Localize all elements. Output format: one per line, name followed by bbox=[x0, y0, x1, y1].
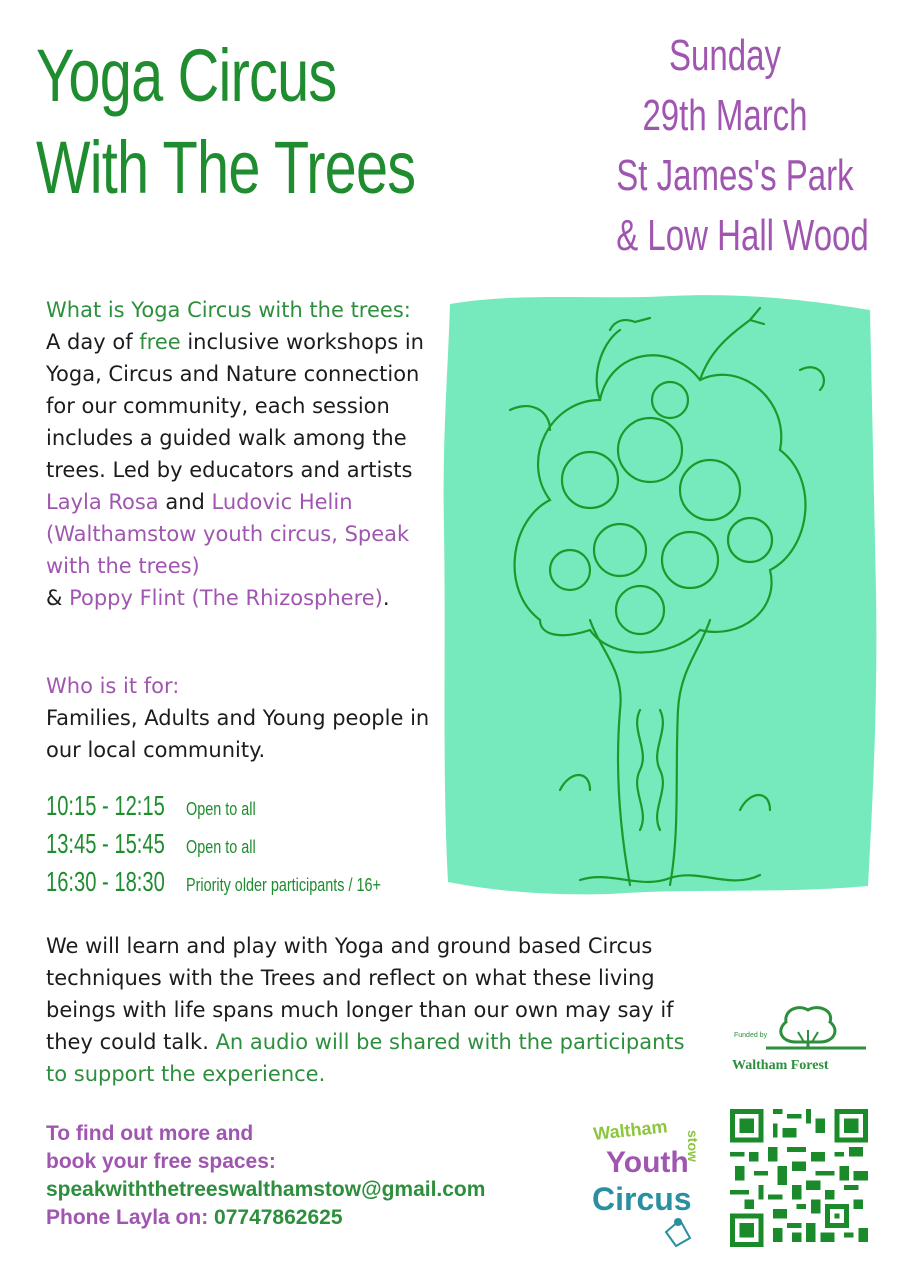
event-date: 29th March bbox=[642, 91, 808, 140]
tree-logo-icon bbox=[726, 1002, 876, 1058]
poster-title bbox=[36, 30, 556, 214]
event-place-1: St James's Park bbox=[616, 151, 854, 200]
svg-text:Circus: Circus bbox=[592, 1181, 692, 1217]
who-for-section bbox=[46, 670, 431, 766]
schedule-label: Open to all bbox=[186, 799, 256, 819]
schedule-label: Open to all bbox=[186, 837, 256, 857]
schedule-time: 10:15 - 12:15 bbox=[46, 790, 165, 821]
schedule-label: Priority older participants / 16+ bbox=[186, 875, 381, 895]
contact-block bbox=[46, 1120, 606, 1232]
artist-poppy: Poppy Flint (The Rhizosphere) bbox=[69, 586, 383, 610]
artist-layla: Layla Rosa bbox=[46, 490, 159, 514]
intro-text-2: inclusive workshops in Yoga, Circus and Nature connection for our community, each session includes a guided walk among the trees. Led by educators and artists bbox=[46, 330, 424, 482]
funder-name: Waltham Forest bbox=[732, 1058, 829, 1073]
schedule bbox=[46, 790, 466, 904]
intro-and: and bbox=[158, 490, 212, 514]
description-paragraph bbox=[46, 930, 706, 1090]
svg-text:stow: stow bbox=[685, 1130, 701, 1162]
contact-email[interactable]: speakwiththetreeswalthamstow@gmail.com bbox=[46, 1178, 486, 1201]
who-for-question: Who is it for: bbox=[46, 674, 180, 698]
event-place-2: & Low Hall Wood bbox=[616, 211, 869, 260]
title-line-1: Yoga Circus bbox=[36, 34, 337, 117]
who-for-answer: Families, Adults and Young people in our local community. bbox=[46, 706, 430, 762]
svg-text:Youth: Youth bbox=[606, 1146, 689, 1179]
schedule-row bbox=[46, 790, 466, 828]
intro-question: What is Yoga Circus with the trees: bbox=[46, 298, 411, 322]
walthamstow-youth-circus-logo bbox=[588, 1110, 708, 1250]
svg-text:Waltham: Waltham bbox=[592, 1116, 669, 1144]
intro-end: . bbox=[382, 586, 390, 610]
description-text: We will learn and play with Yoga and ground based Circus techniques with the Trees and reflect on what these living beings with life spans much longer than our own may say if they could talk. bbox=[46, 934, 674, 1054]
contact-line-2: book your free spaces: bbox=[46, 1150, 276, 1173]
schedule-time: 13:45 - 15:45 bbox=[46, 828, 165, 859]
event-day: Sunday bbox=[669, 31, 781, 80]
schedule-time: 16:30 - 18:30 bbox=[46, 866, 165, 897]
qr-code[interactable] bbox=[730, 1108, 868, 1248]
phone-label: Phone Layla on: bbox=[46, 1206, 215, 1229]
intro-amp: & bbox=[46, 586, 70, 610]
contact-line-1: To find out more and bbox=[46, 1122, 254, 1145]
contact-phone-line bbox=[46, 1204, 606, 1232]
title-line-2: With The Trees bbox=[36, 126, 416, 209]
funder-logo bbox=[726, 1002, 876, 1082]
funded-by-label: Funded by bbox=[734, 1032, 768, 1039]
event-details bbox=[580, 26, 870, 266]
artist-ludovic: Ludovic Helin (Walthamstow youth circus, Speak with the trees) bbox=[46, 490, 410, 578]
intro-paragraph bbox=[46, 294, 431, 614]
tree-illustration bbox=[440, 290, 880, 900]
schedule-row bbox=[46, 866, 466, 904]
audio-note: An audio will be shared with the participants to support the experience. bbox=[46, 1030, 685, 1086]
free-word: free bbox=[139, 330, 181, 354]
phone-number[interactable]: 07747862625 bbox=[214, 1206, 343, 1229]
intro-text-1: A day of bbox=[46, 330, 140, 354]
schedule-row bbox=[46, 828, 466, 866]
